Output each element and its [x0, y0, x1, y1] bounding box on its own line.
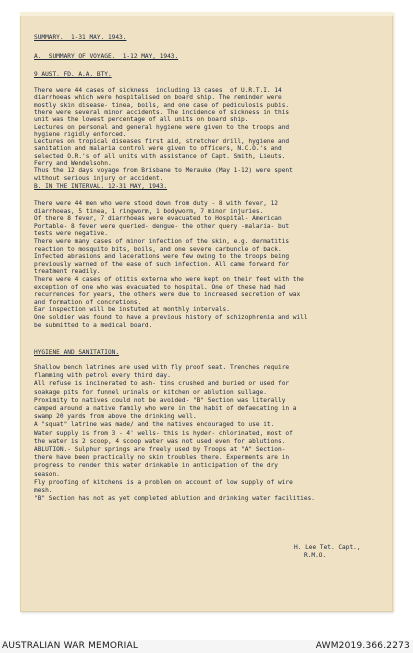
- interval-text-line: Infected abrasions and lacerations were few owing to the troops being: [34, 253, 290, 261]
- hygiene-text-line: season.: [34, 470, 60, 478]
- hygiene-text-line: "B" Section has not as yet completed ablution and drinking water facilities.: [34, 495, 315, 503]
- voyage-text-line: Thus the 12 days voyage from Brisbane to Merauke (May 1-12) were spent: [34, 167, 293, 175]
- interval-text-line: Portable- 8 fever were queried- dengue- the other query -malaria- but: [34, 222, 290, 230]
- archive-footer: [0, 640, 413, 653]
- voyage-text-line: without serious injury or accident.: [34, 174, 164, 182]
- hygiene-text-line: All refuse is incinerated to ash- tins crushed and buried or used for: [34, 380, 290, 388]
- voyage-text-line: Lectures on tropical diseases first aid, stretcher drill, hygiene and: [34, 138, 290, 146]
- summary-heading: SUMMARY. 1-31 MAY. 1943.: [34, 34, 127, 41]
- signature-name: H. Lee Tet. Capt.,: [294, 544, 361, 551]
- accession-number: AWM2019.366.2273: [315, 641, 410, 651]
- interval-text-line: diarrhoeas, 5 tinea, 1 ringworm, 1 bodyworm, 7 minor injuries.: [34, 207, 264, 215]
- unit-heading: 9 AUST. FD. A.A. BTY.: [34, 71, 112, 78]
- hygiene-text-line: progress to render this water drinkable in anticipation of the dry: [34, 462, 279, 470]
- voyage-text-line: selected O.R.'s of all units with assistance of Capt. Smith, Lieuts.: [34, 152, 286, 160]
- hygiene-text-line: ABLUTION.- Sulphur springs are freely used by Troops at "A" Section-: [34, 446, 286, 453]
- hygiene-text-line: swamp 20 yards from above the drinking well.: [34, 413, 197, 421]
- interval-text-line: exception of one who was evacuated to hospital. One of these had had: [34, 283, 286, 291]
- voyage-heading: A. SUMMARY OF VOYAGE. 1-12 MAY, 1943.: [34, 53, 179, 60]
- hygiene-text-line: flamming with petrol every third day.: [34, 372, 171, 380]
- interval-text-line: recurrences for years, the others were due to increased secretion of wax: [34, 291, 301, 299]
- voyage-text-line: Ferry and Wendelsohn.: [34, 160, 112, 167]
- voyage-text-line: diarrhoeas which were hospitalised on board ship. The reminder were: [34, 94, 282, 102]
- interval-text-line: There were many cases of minor infection of the skin, e.g. dermatitis: [34, 238, 290, 245]
- signature-title: R.M.O.: [304, 552, 327, 559]
- hygiene-heading: HYGIENE AND SANITATION.: [34, 349, 120, 356]
- hygiene-text-line: Water supply is from 3 - 4' wells- this is hyder- chlorinated, most of: [34, 429, 293, 437]
- paper-edge: [20, 12, 393, 16]
- typed-report-page: [20, 12, 393, 612]
- voyage-text-line: hygiene rigidly enforced.: [34, 130, 127, 138]
- interval-text-line: One soldier was found to have a previous history of schizophrenia and will: [34, 314, 308, 321]
- interval-text-line: tests were negative.: [34, 230, 108, 238]
- hygiene-text-line: Proximity to natives could not be avoided- "B" Section was literally: [34, 396, 286, 404]
- interval-text-line: treatment readily.: [34, 268, 101, 276]
- interval-text-line: be submitted to a medical board.: [34, 321, 153, 329]
- interval-text-line: There were 44 men who were stood down from duty - 8 with fever, 12: [34, 200, 279, 207]
- interval-text-line: previously warned of the ease of such infection. All came forward for: [34, 260, 290, 268]
- voyage-text-line: sanitation and malaria control were given to officers, N.C.O.'s and: [34, 145, 282, 153]
- hygiene-text-line: Shallow bench latrines are used with fly proof seat. Trenches require: [34, 364, 290, 371]
- hygiene-text-line: mesh.: [34, 487, 53, 494]
- hygiene-text-line: the water is 2 scoop, 4 scoop water was not used even for ablutions.: [34, 437, 286, 445]
- hygiene-text-line: there have been practically no skin troubles there. Experments are in: [34, 454, 290, 462]
- interval-text-line: Ear inspection will be instuted at monthly intervals.: [34, 306, 230, 314]
- hygiene-text-line: A "squat" latrine was made/ and the natives encouraged to use it.: [34, 421, 275, 429]
- hygiene-text-line: Fly proofing of kitchens is a problem on account of low supply of wire: [34, 478, 293, 486]
- voyage-text-line: There were 44 cases of sickness including 13 cases of U.R.T.I. 14: [34, 87, 282, 94]
- interval-heading: B. IN THE INTERVAL. 12-31 MAY, 1943.: [34, 183, 168, 190]
- interval-text-line: Of there 8 fever, 7 diarrhoeas were evacuated to Hospital- American: [34, 215, 282, 223]
- voyage-text-line: unit was the lowest percentage of all units on board ship.: [34, 116, 249, 124]
- interval-text-line: and formation of concretions.: [34, 298, 142, 306]
- voyage-text-line: mostly skin disease- tinea, boils, and one case of pediculosis pubis.: [34, 101, 290, 109]
- voyage-text-line: Lectures on personal and general hygiene were given to the troops and: [34, 123, 290, 131]
- hygiene-text-line: soakage pits for funnel urinals or kitchen or ablution sullage.: [34, 388, 267, 396]
- archive-name: AUSTRALIAN WAR MEMORIAL: [2, 641, 139, 651]
- voyage-text-line: there were several minor accidents. The incidence of sickness in this: [34, 108, 290, 116]
- hygiene-text-line: camped around a native family who were in the habit of defaecating in a: [34, 405, 297, 412]
- interval-text-line: reaction to mosquito bits, boils, and one severe carbuncle of back.: [34, 245, 282, 253]
- interval-text-line: There were 4 cases of otitis externa who were kept on their feet with the: [34, 276, 304, 283]
